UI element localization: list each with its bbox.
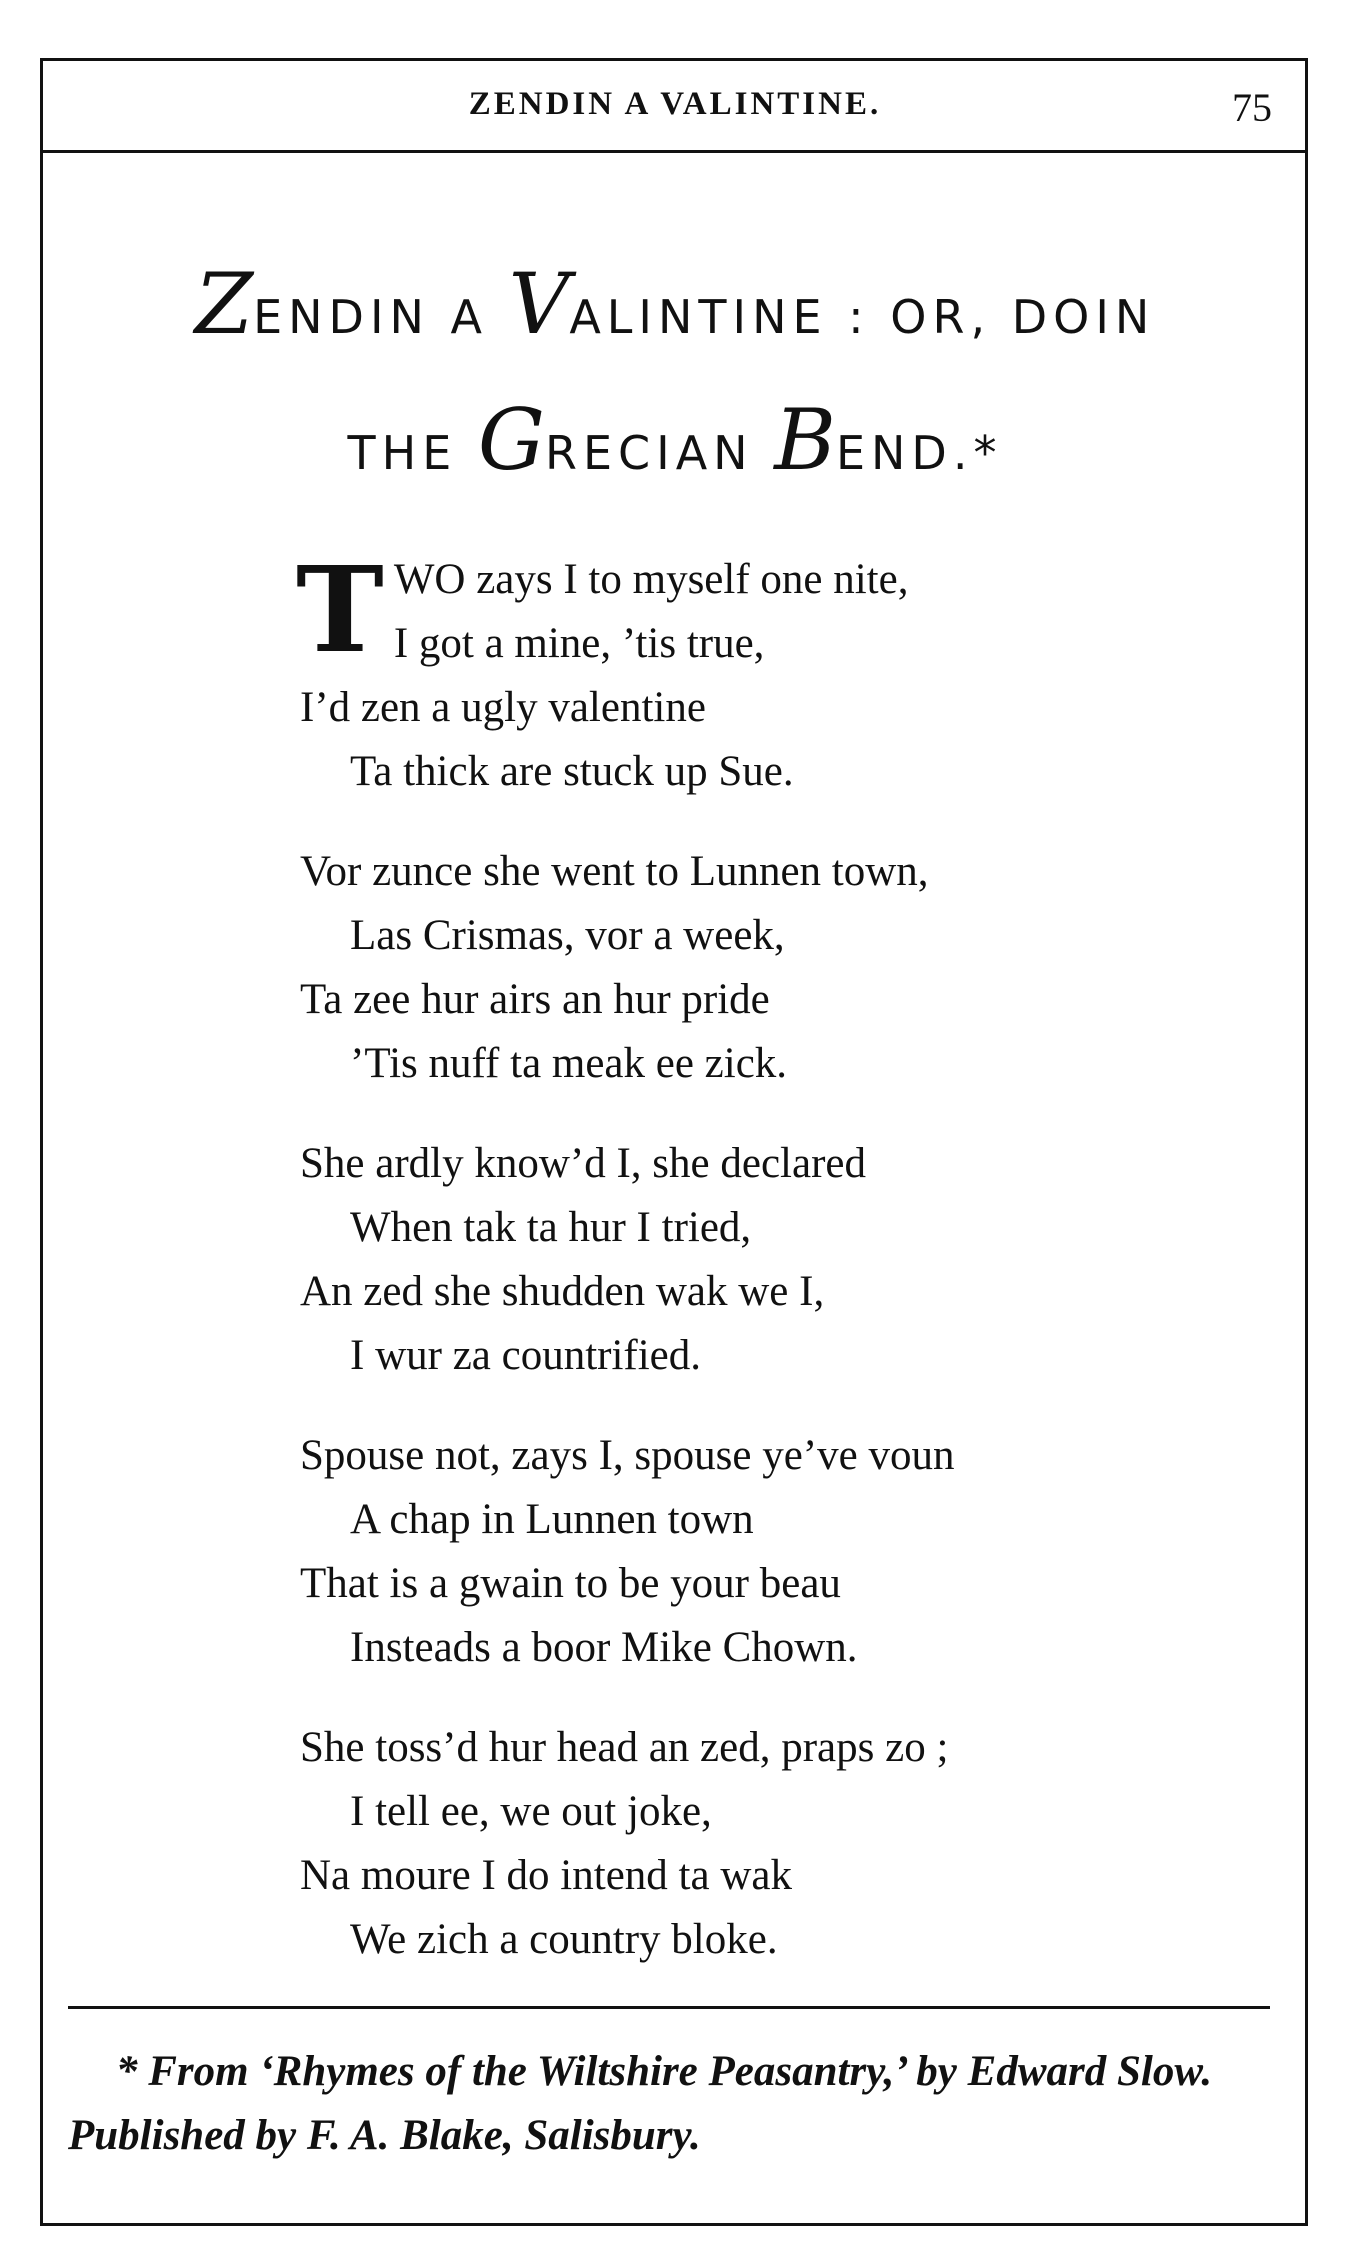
- verse-line: Ta zee hur airs an hur pride: [300, 976, 770, 1023]
- verse-line: I wur za countrified.: [350, 1332, 702, 1379]
- verse-line: When tak ta hur I tried,: [350, 1204, 752, 1251]
- verse-line: Ta thick are stuck up Sue.: [350, 748, 794, 795]
- title-initial-g: G: [477, 391, 545, 489]
- title-text-zendin: ENDIN A: [253, 290, 489, 344]
- page-number: 75: [1232, 85, 1272, 130]
- stanza-2: [300, 840, 1260, 1096]
- verse-line: Vor zunce she went to Lunnen town,: [300, 848, 929, 895]
- verse-line: Insteads a boor Mike Chown.: [350, 1624, 858, 1671]
- running-title: ZENDIN A VALINTINE.: [468, 86, 882, 122]
- verse-line: WO zays I to myself one nite,: [393, 556, 909, 603]
- verse-line: Na moure I do intend ta wak: [300, 1852, 792, 1899]
- title-text-grecian: RECIAN: [545, 426, 754, 480]
- stanza-1: [296, 540, 1260, 804]
- verse-line: I got a mine, ’tis true,: [393, 620, 765, 667]
- verse-line: I’d zen a ugly valentine: [300, 684, 706, 731]
- footnote: * From ‘Rhymes of the Wiltshire Peasantry,’ by Edward Slow. Published by F. A. Blake, Salisbury.: [68, 2048, 1213, 2159]
- header-rule: [40, 150, 1308, 153]
- verse-line: A chap in Lunnen town: [350, 1496, 754, 1543]
- verse-line: An zed she shudden wak we I,: [300, 1268, 825, 1315]
- poem-title-line-1: [0, 255, 1350, 353]
- title-initial-b: B: [774, 391, 836, 489]
- top-rule: [40, 58, 1308, 61]
- verse-line: She ardly know’d I, she declared: [300, 1140, 866, 1187]
- drop-cap: T: [296, 540, 384, 679]
- title-initial-z: Z: [194, 255, 254, 353]
- poem-body: [296, 540, 1260, 2008]
- title-text-valintine: ALINTINE : OR, DOIN: [569, 290, 1156, 344]
- verse-line: She toss’d hur head an zed, praps zo ;: [300, 1724, 949, 1771]
- stanza-4: [300, 1424, 1260, 1680]
- stanza-3: [300, 1132, 1260, 1388]
- verse-line: ’Tis nuff ta meak ee zick.: [350, 1040, 788, 1087]
- footnote-rule: [68, 2006, 1270, 2009]
- verse-line: We zich a country bloke.: [350, 1916, 778, 1963]
- stanza-5: [300, 1716, 1260, 1972]
- verse-line: I tell ee, we out joke,: [350, 1788, 712, 1835]
- title-text-bend: END.*: [835, 426, 1003, 480]
- verse-line: Las Crismas, vor a week,: [350, 912, 785, 959]
- poem-title-line-2: [0, 391, 1350, 489]
- title-initial-v: V: [508, 255, 570, 353]
- title-text-the: THE: [347, 426, 458, 480]
- verse-line: That is a gwain to be your beau: [300, 1560, 841, 1607]
- verse-line: Spouse not, zays I, spouse ye’ve voun: [300, 1432, 955, 1479]
